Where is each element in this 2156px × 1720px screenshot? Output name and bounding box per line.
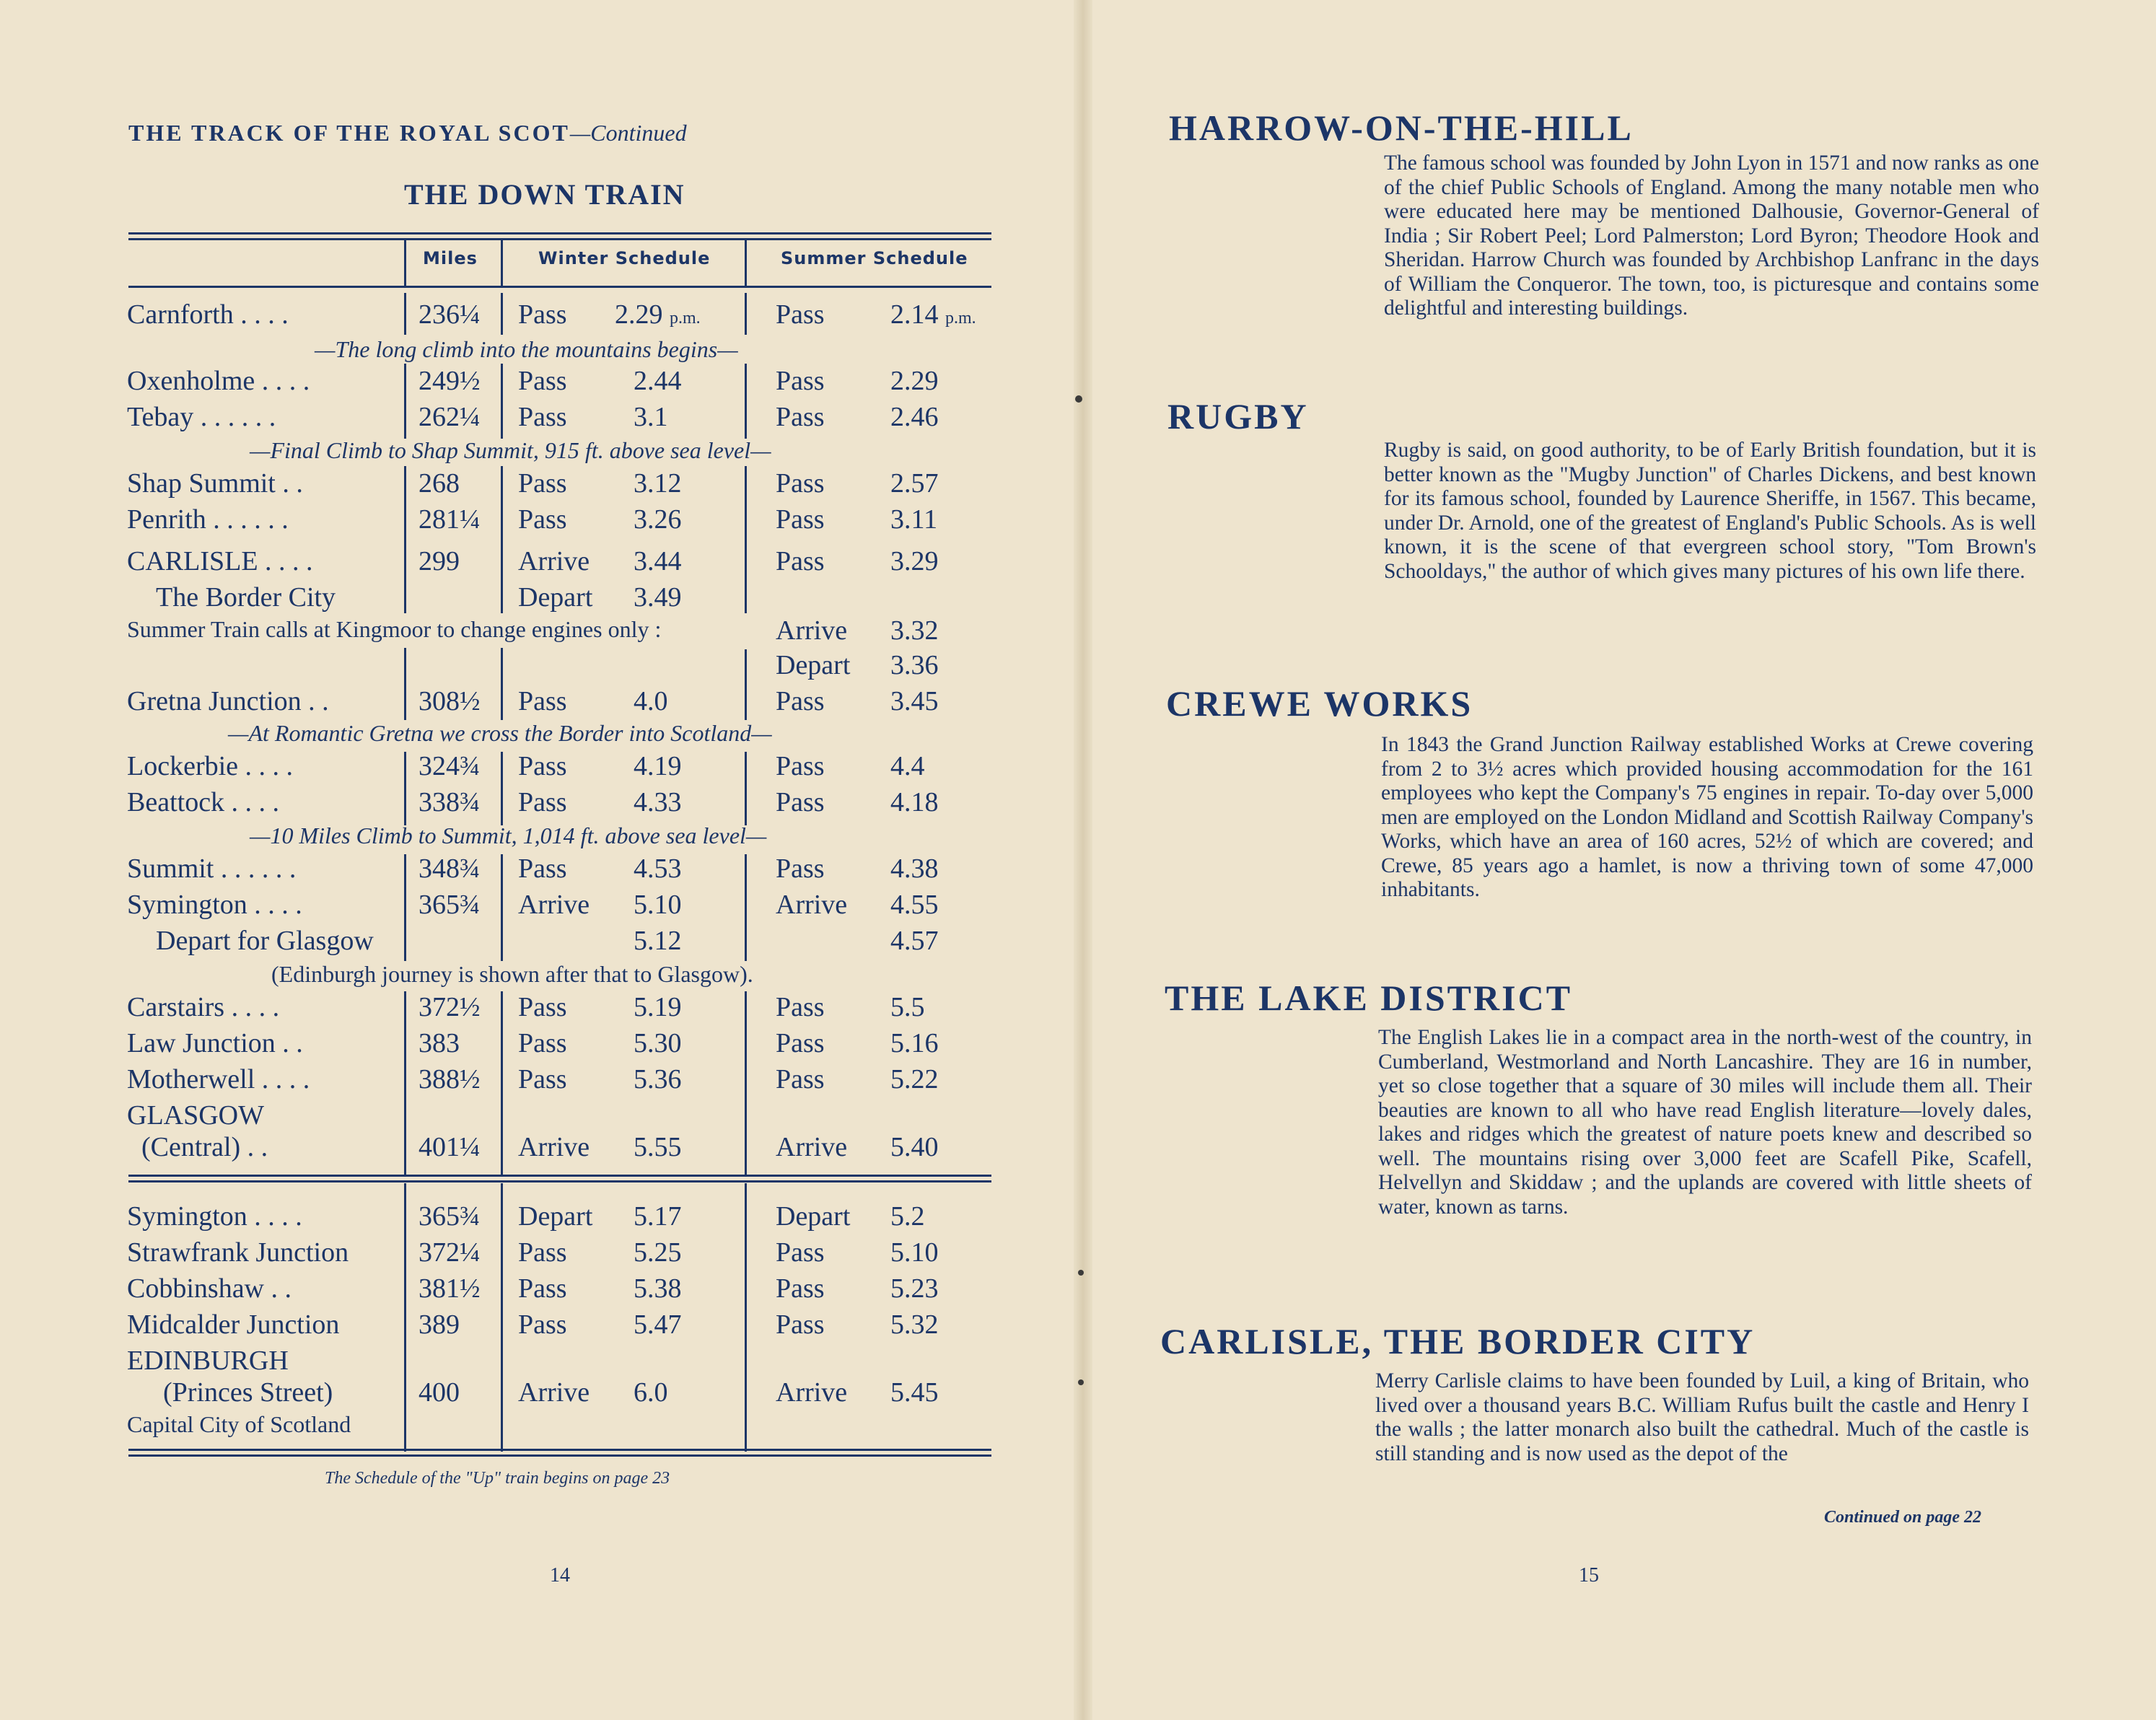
- miles-cell: 401¼: [419, 1132, 481, 1162]
- miles-cell: 324¾: [419, 751, 481, 781]
- winter-time-value: 2.29: [615, 299, 663, 330]
- section-text: Merry Carlisle claims to have been founded by Luil, a king of Britain, who lived over a thousand years B.C. William Rufus built the castle and Henry I the walls ; the latter monarch also built the cathedral. Much of the castle is still standing and is now used as the depot of the: [1375, 1369, 2029, 1465]
- winter-time: 2.44: [634, 366, 682, 396]
- column-rule: [404, 752, 406, 825]
- summer-time: 4.55: [890, 890, 939, 920]
- summer-time: 3.45: [890, 686, 939, 716]
- miles-cell: 299: [419, 546, 460, 576]
- miles-cell: 308½: [419, 686, 481, 716]
- station-name: GLASGOW: [127, 1100, 264, 1131]
- section-heading: RUGBY: [1167, 396, 1309, 436]
- miles-cell: 372½: [419, 992, 481, 1022]
- winter-action: Pass: [518, 1237, 567, 1268]
- summer-action: Pass: [776, 402, 825, 432]
- winter-time: 5.38: [634, 1273, 682, 1304]
- winter-time: 3.44: [634, 546, 682, 576]
- summer-action: Pass: [776, 1064, 825, 1094]
- pm-suffix: p.m.: [945, 309, 976, 328]
- column-rule: [745, 240, 747, 287]
- column-rule: [404, 1183, 406, 1452]
- winter-time: 3.1: [634, 402, 668, 432]
- continued-note: Continued on page 22: [1824, 1508, 1982, 1527]
- column-rule: [404, 648, 406, 720]
- miles-cell: 389: [419, 1309, 460, 1340]
- station-name: Midcalder Junction: [127, 1309, 340, 1340]
- column-rule: [404, 466, 406, 613]
- summer-time: 2.57: [890, 468, 939, 499]
- summer-action: Arrive: [776, 1132, 848, 1162]
- miles-cell: 348¾: [419, 854, 481, 884]
- winter-action: Pass: [518, 992, 567, 1022]
- summer-time: 4.18: [890, 787, 939, 817]
- station-name: Lockerbie . . . .: [127, 751, 294, 781]
- section-heading: CREWE WORKS: [1166, 683, 1473, 724]
- running-head-title: THE TRACK OF THE ROYAL SCOT: [128, 120, 570, 146]
- miles-cell: 388½: [419, 1064, 481, 1094]
- station-subtitle: Depart for Glasgow: [156, 926, 374, 956]
- section-heading: THE LAKE DISTRICT: [1165, 978, 1573, 1018]
- winter-time: 5.55: [634, 1132, 682, 1162]
- winter-action: Pass: [518, 686, 567, 716]
- summer-time: 3.36: [890, 650, 939, 680]
- summer-time: 4.57: [890, 926, 939, 956]
- winter-action: Pass: [518, 787, 567, 817]
- winter-time: 5.17: [634, 1201, 682, 1232]
- winter-action: Depart: [518, 582, 593, 613]
- summer-action: Pass: [776, 1028, 825, 1058]
- summer-action: Arrive: [776, 615, 848, 646]
- winter-time: 4.53: [634, 854, 682, 884]
- miles-cell: 372¼: [419, 1237, 481, 1268]
- page-number: 15: [1579, 1564, 1599, 1587]
- winter-action: Pass: [518, 751, 567, 781]
- station-subtitle: (Central) . .: [141, 1132, 268, 1162]
- winter-action: Pass: [518, 854, 567, 884]
- summer-time: 3.11: [890, 504, 938, 535]
- miles-cell: 365¾: [419, 890, 481, 920]
- running-head: [128, 120, 687, 146]
- winter-time: 4.0: [634, 686, 668, 716]
- column-rule: [745, 1183, 747, 1452]
- station-name: EDINBURGH: [127, 1346, 289, 1376]
- station-name: Tebay . . . . . .: [127, 402, 276, 432]
- winter-action: Arrive: [518, 1132, 590, 1162]
- summer-action: Pass: [776, 468, 825, 499]
- column-rule: [745, 293, 747, 335]
- station-name: Beattock . . . .: [127, 787, 280, 817]
- column-rule: [501, 364, 503, 439]
- kingmoor-note: Summer Train calls at Kingmoor to change engines only :: [127, 616, 662, 642]
- column-rule: [501, 854, 503, 961]
- column-rule: [501, 648, 503, 720]
- summer-time: 2.29: [890, 366, 939, 396]
- winter-time: 4.33: [634, 787, 682, 817]
- summer-time: 2.46: [890, 402, 939, 432]
- table-top-rule: [128, 232, 991, 240]
- summer-action: Pass: [776, 1237, 825, 1268]
- winter-time: [615, 299, 701, 330]
- header-summer: Summer Schedule: [781, 248, 968, 268]
- station-name: Carnforth . . . .: [127, 299, 289, 330]
- column-rule: [745, 649, 747, 720]
- winter-time: 6.0: [634, 1377, 668, 1408]
- station-name: Summit . . . . . .: [127, 854, 297, 884]
- station-name: Symington . . . .: [127, 890, 302, 920]
- running-head-continued: —Continued: [569, 120, 687, 146]
- station-subtitle: The Border City: [156, 582, 336, 613]
- winter-time: 5.47: [634, 1309, 682, 1340]
- summer-action: Pass: [776, 787, 825, 817]
- summer-action: Pass: [776, 299, 825, 330]
- station-name: Law Junction . .: [127, 1028, 303, 1058]
- route-note: —10 Miles Climb to Summit, 1,014 ft. above sea level—: [250, 822, 767, 848]
- summer-time: 5.5: [890, 992, 925, 1022]
- summer-time: [890, 299, 976, 330]
- summer-time: 5.2: [890, 1201, 925, 1232]
- winter-action: Pass: [518, 1028, 567, 1058]
- miles-cell: 236¼: [419, 299, 481, 330]
- section-text: Rugby is said, on good authority, to be of Early British foundation, but it is better known as the "Mugby Junction" of Charles Dickens, and best known for its famous school, founded by Laurence Sheriffe, in 1567. This became, under Dr. Arnold, one of the greatest of England's Public Schools. As is well known, it is the scene of that evergreen school story, "Tom Brown's Schooldays," the author of which gives many pictures of his own life there.: [1384, 439, 2036, 583]
- column-rule: [745, 752, 747, 825]
- summer-action: Arrive: [776, 1377, 848, 1408]
- station-name: Oxenholme . . . .: [127, 366, 310, 396]
- summer-time: 5.10: [890, 1237, 939, 1268]
- summer-time: 5.32: [890, 1309, 939, 1340]
- winter-time: 5.30: [634, 1028, 682, 1058]
- binding-mark: [1078, 1270, 1084, 1276]
- station-name: Strawfrank Junction: [127, 1237, 349, 1268]
- column-rule: [404, 991, 406, 1175]
- section-heading: HARROW-ON-THE-HILL: [1169, 108, 1634, 148]
- summer-time: 3.32: [890, 615, 939, 646]
- winter-action: Pass: [518, 504, 567, 535]
- winter-action: Arrive: [518, 890, 590, 920]
- station-subtitle: (Princes Street): [163, 1377, 333, 1408]
- column-rule: [404, 293, 406, 335]
- miles-cell: 400: [419, 1377, 460, 1408]
- route-note: —Final Climb to Shap Summit, 915 ft. above sea level—: [250, 437, 771, 463]
- miles-cell: 268: [419, 468, 460, 499]
- station-name: CARLISLE . . . .: [127, 546, 313, 576]
- summer-time: 4.38: [890, 854, 939, 884]
- winter-action: Pass: [518, 402, 567, 432]
- station-name: Cobbinshaw . .: [127, 1273, 292, 1304]
- miles-cell: 262¼: [419, 402, 481, 432]
- summer-action: Pass: [776, 751, 825, 781]
- summer-time: 5.23: [890, 1273, 939, 1304]
- section-text: In 1843 the Grand Junction Railway established Works at Crewe covering from 2 to 3½ acres which provided housing accommodation for the 161 employees who kept the Company's 75 engines in repair. To-day over 5,000 men are employed on the London Midland and Scottish Railway Company's Works, which have an area of 160 acres, 52½ of which are covered; and Crewe, 85 years ago a hamlet, is now a thriving town of some 47,000 inhabitants.: [1381, 733, 2033, 901]
- summer-time: 5.16: [890, 1028, 939, 1058]
- route-note: —The long climb into the mountains begins—: [315, 336, 738, 362]
- column-rule: [404, 854, 406, 961]
- pm-suffix: p.m.: [670, 309, 701, 328]
- column-rule: [501, 991, 503, 1175]
- header-winter: Winter Schedule: [538, 248, 711, 268]
- summer-time: 3.29: [890, 546, 939, 576]
- column-rule: [501, 240, 503, 287]
- summer-action: Pass: [776, 366, 825, 396]
- summer-time: 5.40: [890, 1132, 939, 1162]
- section-text: The English Lakes lie in a compact area in the north-west of the country, in Cumberland, Westmorland and North Lancashire. They are 16 in number, yet so close together that a square of 30 miles will include them all. Their beauties are known to all who have read English literature—lovely dales, lakes and ridges which the greatest of nature poets knew and described so well. The mountains rising over 3,000 feet are Scafell Pike, Scafell, Helvellyn and Skiddaw ; and the uplands are covered with little sheets of water, known as tarns.: [1378, 1026, 2032, 1219]
- table-mid-rule: [128, 1175, 991, 1182]
- summer-time-value: 2.14: [890, 299, 939, 330]
- header-miles: Miles: [423, 248, 478, 268]
- miles-cell: 381½: [419, 1273, 481, 1304]
- winter-time: 5.12: [634, 926, 682, 956]
- capital-note: Capital City of Scotland: [127, 1411, 351, 1437]
- column-rule: [745, 854, 747, 961]
- winter-action: Depart: [518, 1201, 593, 1232]
- column-rule: [745, 364, 747, 439]
- page-number: 14: [550, 1564, 570, 1587]
- summer-action: Pass: [776, 546, 825, 576]
- summer-time: 5.45: [890, 1377, 939, 1408]
- winter-time: 5.10: [634, 890, 682, 920]
- summer-action: Depart: [776, 1201, 851, 1232]
- column-rule: [745, 991, 747, 1175]
- section-text: The famous school was founded by John Lyon in 1571 and now ranks as one of the chief Public Schools of England. Among the many notable men who were educated here may be mentioned Dalhousie, Governor-General of India ; Sir Robert Peel; Lord Palmerston; Lord Byron; Theodore Hook and Sheridan. Harrow Church was founded by Archbishop Lanfranc in the days of William the Conqueror. The town, too, is picturesque and contains some delightful and interesting buildings.: [1384, 152, 2039, 320]
- summer-action: Pass: [776, 854, 825, 884]
- miles-cell: 383: [419, 1028, 460, 1058]
- winter-action: Pass: [518, 366, 567, 396]
- route-note: —At Romantic Gretna we cross the Border into Scotland—: [228, 720, 772, 746]
- header-rule: [128, 286, 991, 288]
- binding-mark: [1078, 1379, 1084, 1385]
- edinburgh-note: (Edinburgh journey is shown after that to Glasgow).: [271, 961, 753, 987]
- station-name: Penrith . . . . . .: [127, 504, 289, 535]
- column-rule: [501, 466, 503, 613]
- summer-action: Pass: [776, 1309, 825, 1340]
- winter-time: 5.25: [634, 1237, 682, 1268]
- winter-action: Arrive: [518, 546, 590, 576]
- winter-time: 5.19: [634, 992, 682, 1022]
- winter-time: 5.36: [634, 1064, 682, 1094]
- summer-time: 5.22: [890, 1064, 939, 1094]
- winter-action: Pass: [518, 468, 567, 499]
- station-name: Motherwell . . . .: [127, 1064, 310, 1094]
- winter-time: 3.49: [634, 582, 682, 613]
- winter-time: 3.26: [634, 504, 682, 535]
- section-heading: CARLISLE, THE BORDER CITY: [1160, 1321, 1756, 1361]
- summer-action: Pass: [776, 686, 825, 716]
- column-rule: [404, 240, 406, 287]
- winter-action: Pass: [518, 1064, 567, 1094]
- miles-cell: 249½: [419, 366, 481, 396]
- table-bottom-rule: [128, 1449, 991, 1457]
- winter-action: Arrive: [518, 1377, 590, 1408]
- right-page: [1088, 0, 2156, 1720]
- miles-cell: 365¾: [419, 1201, 481, 1232]
- summer-action: Depart: [776, 650, 851, 680]
- footnote: The Schedule of the "Up" train begins on page 23: [325, 1469, 670, 1488]
- winter-time: 4.19: [634, 751, 682, 781]
- column-rule: [501, 752, 503, 825]
- column-rule: [404, 364, 406, 439]
- summer-action: Arrive: [776, 890, 848, 920]
- station-name: Shap Summit . .: [127, 468, 303, 499]
- summer-action: Pass: [776, 992, 825, 1022]
- winter-time: 3.12: [634, 468, 682, 499]
- miles-cell: 338¾: [419, 787, 481, 817]
- summer-action: Pass: [776, 504, 825, 535]
- column-rule: [501, 293, 503, 335]
- winter-action: Pass: [518, 299, 567, 330]
- station-name: Carstairs . . . .: [127, 992, 280, 1022]
- summer-action: Pass: [776, 1273, 825, 1304]
- miles-cell: 281¼: [419, 504, 481, 535]
- summer-time: 4.4: [890, 751, 925, 781]
- winter-action: Pass: [518, 1309, 567, 1340]
- station-name: Gretna Junction . .: [127, 686, 329, 716]
- column-rule: [745, 466, 747, 613]
- table-title: THE DOWN TRAIN: [404, 178, 685, 211]
- station-name: Symington . . . .: [127, 1201, 302, 1232]
- column-rule: [501, 1183, 503, 1452]
- winter-action: Pass: [518, 1273, 567, 1304]
